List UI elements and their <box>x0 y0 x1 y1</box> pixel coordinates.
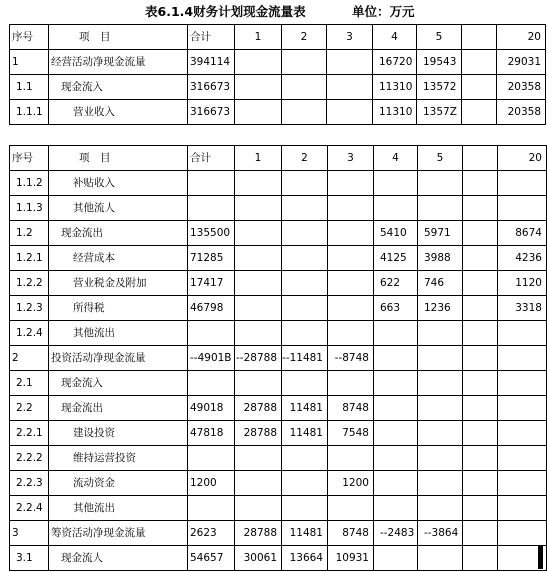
value-cell: --2483 <box>373 521 417 546</box>
header-cell: 5 <box>417 146 462 171</box>
row-number-cell: 2.1 <box>10 371 49 396</box>
value-cell <box>327 75 373 100</box>
value-cell <box>462 100 497 125</box>
table-unit: 单位：万元 <box>352 4 415 19</box>
header-cell <box>462 146 497 171</box>
item-name-cell: 经营活动净现金流量 <box>49 50 188 75</box>
value-cell: 28788 <box>235 521 282 546</box>
value-cell <box>282 171 328 196</box>
value-cell <box>462 471 497 496</box>
value-cell: 3988 <box>417 246 462 271</box>
value-cell <box>235 321 282 346</box>
table-row <box>10 75 546 100</box>
value-cell: 11481 <box>282 521 328 546</box>
value-cell <box>235 271 282 296</box>
value-cell <box>373 171 417 196</box>
value-cell: --11481 <box>282 346 328 371</box>
value-cell: 8748 <box>327 521 373 546</box>
value-cell: 5971 <box>417 221 462 246</box>
table-row <box>10 246 547 271</box>
row-number-cell: 2 <box>10 346 49 371</box>
table-row <box>10 421 547 446</box>
item-name-cell: 建设投资 <box>49 421 188 446</box>
value-cell <box>327 271 373 296</box>
item-name-cell: 筹资活动净现金流量 <box>49 521 188 546</box>
value-cell: 20358 <box>497 75 546 100</box>
header-cell: 项 目 <box>49 146 188 171</box>
value-cell <box>373 421 417 446</box>
value-cell: 11481 <box>282 421 328 446</box>
value-cell: 28788 <box>235 421 282 446</box>
value-cell: 10931 <box>327 546 373 571</box>
cash-flow-table-part1 <box>9 24 546 125</box>
value-cell <box>282 321 328 346</box>
value-cell <box>462 396 497 421</box>
value-cell <box>327 496 373 521</box>
value-cell <box>497 196 546 221</box>
table-row <box>10 321 547 346</box>
value-cell: 622 <box>373 271 417 296</box>
header-cell: 项 目 <box>49 25 188 50</box>
item-name-cell: 补贴收入 <box>49 171 188 196</box>
value-cell <box>235 196 282 221</box>
value-cell: 4236 <box>497 246 546 271</box>
value-cell <box>417 396 462 421</box>
header-cell: 3 <box>327 25 373 50</box>
table-row <box>10 521 547 546</box>
value-cell: 4125 <box>373 246 417 271</box>
header-cell <box>462 25 497 50</box>
value-cell <box>462 221 497 246</box>
value-cell <box>188 371 235 396</box>
header-cell: 1 <box>235 146 282 171</box>
value-cell: 316673 <box>188 100 235 125</box>
value-cell <box>497 346 546 371</box>
value-cell <box>497 446 546 471</box>
value-cell <box>235 221 282 246</box>
value-cell: 746 <box>417 271 462 296</box>
header-cell: 2 <box>282 25 327 50</box>
value-cell: 28788 <box>235 396 282 421</box>
row-number-cell: 1.1.2 <box>10 171 49 196</box>
value-cell <box>417 496 462 521</box>
value-cell <box>417 371 462 396</box>
row-number-cell: 1.1.1 <box>10 100 49 125</box>
value-cell <box>417 546 462 571</box>
table-row <box>10 271 547 296</box>
row-number-cell: 1.2.2 <box>10 271 49 296</box>
value-cell <box>373 371 417 396</box>
row-number-cell: 1.2.3 <box>10 296 49 321</box>
table-row <box>10 471 547 496</box>
value-cell <box>235 100 282 125</box>
item-name-cell: 其他流出 <box>49 321 188 346</box>
value-cell <box>462 446 497 471</box>
value-cell <box>462 50 497 75</box>
table-row <box>10 100 546 125</box>
value-cell: 8674 <box>497 221 546 246</box>
value-cell <box>282 296 328 321</box>
value-cell: 663 <box>373 296 417 321</box>
value-cell <box>497 496 546 521</box>
item-name-cell: 营业税金及附加 <box>49 271 188 296</box>
value-cell <box>282 446 328 471</box>
value-cell <box>417 321 462 346</box>
value-cell <box>497 171 546 196</box>
value-cell <box>373 546 417 571</box>
value-cell <box>282 100 327 125</box>
value-cell <box>462 371 497 396</box>
value-cell <box>417 421 462 446</box>
row-number-cell: 1 <box>10 50 49 75</box>
value-cell: 13572 <box>417 75 462 100</box>
value-cell <box>235 296 282 321</box>
row-number-cell: 1.1.3 <box>10 196 49 221</box>
item-name-cell: 流动资金 <box>49 471 188 496</box>
table-row <box>10 496 547 521</box>
header-row <box>10 25 546 50</box>
value-cell: 1120 <box>497 271 546 296</box>
value-cell <box>417 471 462 496</box>
value-cell <box>188 196 235 221</box>
row-number-cell: 2.2.1 <box>10 421 49 446</box>
value-cell <box>373 471 417 496</box>
header-cell: 1 <box>235 25 282 50</box>
value-cell <box>327 196 373 221</box>
value-cell: 394114 <box>188 50 235 75</box>
value-cell <box>282 271 328 296</box>
value-cell: --8748 <box>327 346 373 371</box>
value-cell <box>373 396 417 421</box>
table-row <box>10 296 547 321</box>
header-cell: 合计 <box>188 25 235 50</box>
value-cell <box>373 196 417 221</box>
header-cell: 3 <box>327 146 373 171</box>
value-cell: 2623 <box>188 521 235 546</box>
row-number-cell: 2.2.2 <box>10 446 49 471</box>
value-cell <box>188 496 235 521</box>
item-name-cell: 其他流人 <box>49 196 188 221</box>
header-row <box>10 146 547 171</box>
value-cell: 16720 <box>373 50 417 75</box>
value-cell <box>327 100 373 125</box>
header-cell: 序号 <box>10 146 49 171</box>
row-number-cell: 3 <box>10 521 49 546</box>
row-number-cell: 3.1 <box>10 546 49 571</box>
value-cell <box>327 321 373 346</box>
value-cell <box>462 521 497 546</box>
value-cell <box>497 521 546 546</box>
header-cell: 20 <box>497 146 546 171</box>
header-cell: 4 <box>373 146 417 171</box>
value-cell <box>417 196 462 221</box>
table-row <box>10 171 547 196</box>
value-cell <box>282 471 328 496</box>
table-row <box>10 446 547 471</box>
value-cell <box>373 346 417 371</box>
value-cell <box>462 296 497 321</box>
value-cell <box>327 371 373 396</box>
value-cell <box>235 371 282 396</box>
value-cell <box>235 496 282 521</box>
table-row <box>10 371 547 396</box>
value-cell <box>417 346 462 371</box>
value-cell: 11310 <box>373 100 417 125</box>
value-cell <box>462 271 497 296</box>
value-cell <box>462 171 497 196</box>
value-cell <box>497 421 546 446</box>
header-cell: 20 <box>497 25 546 50</box>
value-cell <box>417 171 462 196</box>
item-name-cell: 维持运营投资 <box>49 446 188 471</box>
item-name-cell: 投资活动净现金流量 <box>49 346 188 371</box>
item-name-cell: 营业收入 <box>49 100 188 125</box>
row-number-cell: 2.2 <box>10 396 49 421</box>
header-cell: 5 <box>417 25 462 50</box>
value-cell: 49018 <box>188 396 235 421</box>
row-number-cell: 1.2.4 <box>10 321 49 346</box>
table-row <box>10 546 547 571</box>
value-cell: 5410 <box>373 221 417 246</box>
value-cell: --3864 <box>417 521 462 546</box>
row-number-cell: 1.1 <box>10 75 49 100</box>
value-cell: 3318 <box>497 296 546 321</box>
value-cell: --28788 <box>235 346 282 371</box>
value-cell: 71285 <box>188 246 235 271</box>
value-cell: 47818 <box>188 421 235 446</box>
header-cell: 4 <box>373 25 417 50</box>
value-cell: 135500 <box>188 221 235 246</box>
value-cell <box>188 321 235 346</box>
value-cell: 13664 <box>282 546 328 571</box>
value-cell <box>282 496 328 521</box>
page-edge-mark <box>538 545 543 569</box>
value-cell <box>497 396 546 421</box>
table-row <box>10 396 547 421</box>
value-cell <box>417 446 462 471</box>
value-cell <box>462 421 497 446</box>
value-cell <box>282 371 328 396</box>
value-cell <box>282 221 328 246</box>
row-number-cell: 1.2.1 <box>10 246 49 271</box>
row-number-cell: 1.2 <box>10 221 49 246</box>
table-row <box>10 50 546 75</box>
value-cell <box>462 546 497 571</box>
item-name-cell: 所得税 <box>49 296 188 321</box>
value-cell <box>373 496 417 521</box>
item-name-cell: 现金流出 <box>49 221 188 246</box>
value-cell <box>462 346 497 371</box>
value-cell <box>188 171 235 196</box>
value-cell <box>327 246 373 271</box>
table-row <box>10 346 547 371</box>
value-cell <box>235 446 282 471</box>
value-cell: 8748 <box>327 396 373 421</box>
value-cell <box>327 171 373 196</box>
row-number-cell: 2.2.4 <box>10 496 49 521</box>
value-cell: 1357Z <box>417 100 462 125</box>
value-cell: 20358 <box>497 100 546 125</box>
value-cell <box>327 296 373 321</box>
value-cell <box>235 171 282 196</box>
value-cell: 30061 <box>235 546 282 571</box>
value-cell <box>373 321 417 346</box>
table-title: 表6.1.4财务计划现金流量表 <box>145 4 306 19</box>
value-cell <box>235 50 282 75</box>
value-cell <box>462 196 497 221</box>
value-cell: 17417 <box>188 271 235 296</box>
value-cell: 1200 <box>188 471 235 496</box>
value-cell <box>462 321 497 346</box>
item-name-cell: 经营成本 <box>49 246 188 271</box>
header-cell: 序号 <box>10 25 49 50</box>
value-cell <box>327 446 373 471</box>
table-row <box>10 221 547 246</box>
cash-flow-table-part2 <box>9 145 547 571</box>
value-cell <box>235 246 282 271</box>
header-cell: 2 <box>282 146 328 171</box>
table-row <box>10 196 547 221</box>
table-title-bar <box>0 2 547 22</box>
row-number-cell: 2.2.3 <box>10 471 49 496</box>
value-cell <box>282 196 328 221</box>
value-cell <box>282 50 327 75</box>
value-cell <box>462 496 497 521</box>
value-cell <box>497 471 546 496</box>
value-cell <box>373 446 417 471</box>
value-cell: 29031 <box>497 50 546 75</box>
value-cell: 54657 <box>188 546 235 571</box>
value-cell: 316673 <box>188 75 235 100</box>
value-cell <box>282 75 327 100</box>
value-cell <box>282 246 328 271</box>
value-cell <box>462 75 497 100</box>
value-cell: 11481 <box>282 396 328 421</box>
value-cell <box>327 50 373 75</box>
item-name-cell: 其他流出 <box>49 496 188 521</box>
value-cell: --4901B <box>188 346 235 371</box>
item-name-cell: 现金流入 <box>49 75 188 100</box>
value-cell: 46798 <box>188 296 235 321</box>
item-name-cell: 现金流人 <box>49 546 188 571</box>
value-cell: 7548 <box>327 421 373 446</box>
value-cell <box>235 471 282 496</box>
item-name-cell: 现金流出 <box>49 396 188 421</box>
value-cell: 1200 <box>327 471 373 496</box>
value-cell <box>188 446 235 471</box>
item-name-cell: 现金流入 <box>49 371 188 396</box>
value-cell <box>462 246 497 271</box>
value-cell <box>497 321 546 346</box>
value-cell <box>235 75 282 100</box>
header-cell: 合计 <box>188 146 235 171</box>
value-cell: 1236 <box>417 296 462 321</box>
value-cell <box>497 371 546 396</box>
value-cell: 19543 <box>417 50 462 75</box>
value-cell: 11310 <box>373 75 417 100</box>
value-cell <box>327 221 373 246</box>
